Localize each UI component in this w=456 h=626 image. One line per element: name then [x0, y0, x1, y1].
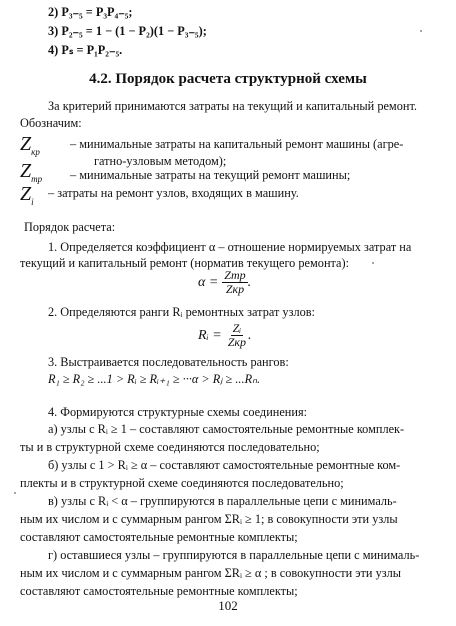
step4-c-line-2: ным их числом и с суммарным рангом ΣRᵢ ≥ 1; в совокупности эти узлы: [20, 512, 398, 526]
step1-line-1: 1. Определяется коэффициент α – отношение нормируемых затрат на: [48, 240, 412, 254]
scan-speck: [372, 262, 374, 264]
step4-b-line-1: б) узлы с 1 > Rᵢ ≥ α – составляют самостоятельные ремонтные ком-: [48, 458, 401, 472]
step4-a-line-2: ты и в структурной схеме соединяются последовательно;: [20, 440, 320, 454]
step1-line-2: текущий и капитальный ремонт (норматив текущего ремонта):: [20, 256, 350, 270]
step4-c-line-1: в) узлы с Rᵢ < α – группируются в параллельные цепи с минималь-: [48, 494, 397, 508]
formula-item-3: 3) P₂₋₅ = 1 − (1 − P₂)(1 − P₃₋₅);: [48, 24, 207, 38]
step4-a-line-1: а) узлы с Rᵢ ≥ 1 – составляют самостоятельные ремонтные комплек-: [48, 422, 405, 436]
def-zi-line-1: – затраты на ремонт узлов, входящих в машину.: [48, 186, 299, 200]
step4-d-line-3: составляют самостоятельные ремонтные комплекты;: [20, 584, 298, 598]
scan-speck: [420, 30, 422, 32]
def-zkr-line-2: гатно-узловым методом);: [94, 154, 227, 168]
def-symbol-ztr: $Z_{тр}$: [20, 160, 43, 184]
formula-rank: Rᵢ = Zᵢ Zкр .: [198, 321, 252, 349]
step4-line-1: 4. Формируются структурные схемы соединения:: [48, 405, 308, 419]
step4-d-line-2: ным их числом и с суммарным рангом ΣRᵢ ≥ α ; в совокупности эти узлы: [20, 566, 401, 580]
page-number: 102: [218, 598, 238, 613]
step4-d-line-1: г) оставшиеся узлы – группируются в параллельные цепи с минималь-: [48, 548, 420, 562]
intro-line-2: Обозначим:: [20, 116, 82, 130]
formula-item-2: 2) P₃₋₅ = P₃P₄₋₅;: [48, 5, 133, 19]
rank-sequence: R₁ ≥ R₂ ≥ ...1 > Rᵢ ≥ Rᵢ₊₁ ≥ ···α > Rⱼ ≥ ...Rₙ.: [48, 372, 261, 386]
step3-line-1: 3. Выстраивается последовательность рангов:: [48, 355, 289, 369]
formula-alpha: α = Zтр Zкр .: [198, 268, 252, 296]
order-label: Порядок расчета:: [24, 220, 116, 234]
def-symbol-zkr: $Z_{кр}$: [20, 133, 40, 157]
step4-c-line-3: составляют самостоятельные ремонтные комплекты;: [20, 530, 298, 544]
def-symbol-zi: $Z_i$: [20, 183, 34, 207]
step4-b-line-2: плекты и в структурной схеме соединяются последовательно;: [20, 476, 344, 490]
section-title: 4.2. Порядок расчета структурной схемы: [89, 71, 367, 87]
def-ztr-line-1: – минимальные затраты на текущий ремонт машины;: [70, 168, 351, 182]
formula-item-4: 4) Pₛ = P₁P₂₋₅.: [48, 43, 123, 57]
step2-line-1: 2. Определяются ранги Rᵢ ремонтных затрат узлов:: [48, 305, 315, 319]
scan-speck: [14, 492, 16, 494]
def-zkr-line-1: – минимальные затраты на капитальный ремонт машины (агре-: [70, 137, 404, 151]
intro-line-1: За критерий принимаются затраты на текущий и капитальный ремонт.: [48, 99, 417, 113]
